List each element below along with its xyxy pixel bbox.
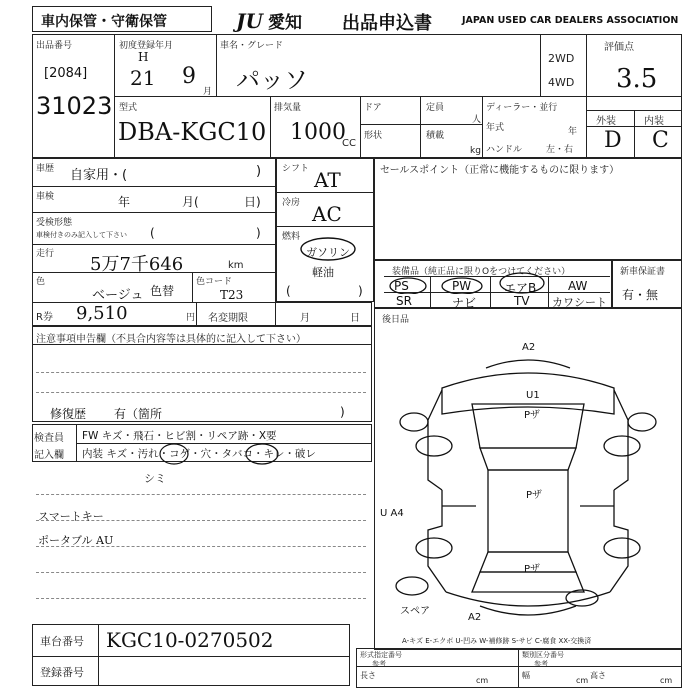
chassis-label: 車台番号 xyxy=(40,635,84,648)
registration-year: 21 xyxy=(130,66,156,90)
ac-value: AC xyxy=(312,202,342,226)
handle-value: 左・右 xyxy=(546,145,574,155)
equipment-circles xyxy=(384,268,554,294)
equipment-label: 装備品（純正品に限りOをつけてください） xyxy=(392,267,571,277)
mileage-value: 5万7千646 xyxy=(90,254,184,275)
recycle-value: 9,510 xyxy=(76,303,128,324)
receive-note: 車検付きのみ記入して下さい xyxy=(36,231,127,239)
color-code: T23 xyxy=(220,288,244,302)
car-diagram xyxy=(376,330,680,630)
repair-label: 修復歴 xyxy=(50,407,87,421)
exterior-grade: D xyxy=(604,128,622,153)
name-change-label: 名変期限 xyxy=(208,313,248,324)
cc-unit: CC xyxy=(342,138,356,149)
entry-label: 記入欄 xyxy=(34,450,64,461)
registration-number-label: 登録番号 xyxy=(40,666,84,679)
storage-note-box xyxy=(32,6,212,32)
mark-left-side: U A4 xyxy=(380,508,404,519)
model-label: 型式 xyxy=(119,103,138,113)
year-unit: 年 xyxy=(568,127,578,137)
equipment-item-leather-seat: カワシート xyxy=(552,296,607,309)
fuel-light-oil: 軽油 xyxy=(312,266,334,279)
circle-airbag xyxy=(500,273,544,293)
association-name: JAPAN USED CAR DEALERS ASSOCIATION xyxy=(462,15,679,26)
equipment-item-navi: ナビ xyxy=(452,296,477,310)
fuel-circle-mark xyxy=(298,236,358,262)
front-bumper xyxy=(486,360,570,368)
history-close: ) xyxy=(256,164,262,179)
receive-paren: ( xyxy=(150,226,155,240)
history-label: 車歴 xyxy=(36,164,55,174)
receive-label: 受検形態 xyxy=(36,218,73,228)
logo-name: 愛知 xyxy=(268,13,302,33)
door-label: ドア xyxy=(364,103,382,113)
shift-value: AT xyxy=(314,168,341,192)
selling-points-label: セールスポイント（正常に機能するものに限ります） xyxy=(380,165,620,176)
equipment-item-airbag: エアB xyxy=(504,281,537,295)
lot-number-label: 出品番号 xyxy=(36,41,73,51)
dimensions-frame xyxy=(356,648,682,688)
right-front-fender xyxy=(614,390,628,490)
circle-burn xyxy=(246,444,278,464)
width-label: 幅 xyxy=(522,671,530,680)
repair-close: ) xyxy=(340,405,345,419)
form-title: 出品申込書 xyxy=(342,13,432,34)
rear-outline xyxy=(446,592,610,606)
left-mirror xyxy=(400,413,428,431)
recycle-label: R券 xyxy=(36,312,53,323)
fuel-gasoline: ガソリン xyxy=(306,246,350,259)
mark-trunk-paint: Pザ xyxy=(524,564,541,575)
left-front-fender xyxy=(428,390,442,490)
storage-note: 車内保管・守衛保管 xyxy=(41,14,167,30)
spare-label: スペア xyxy=(400,606,430,617)
shaken-day: 日) xyxy=(244,195,261,209)
category-ref-label: 参考 xyxy=(534,660,548,668)
drive-2wd: 2WD xyxy=(548,52,575,65)
person-unit: 人 xyxy=(472,115,482,125)
drive-4wd: 4WD xyxy=(548,76,575,89)
right-side xyxy=(610,490,628,592)
trunk xyxy=(472,572,584,592)
ac-label: 冷房 xyxy=(282,198,301,208)
shift-label: シフト xyxy=(282,164,310,174)
name-change-month: 月 xyxy=(300,313,310,324)
car-name: パッソ xyxy=(236,66,308,94)
chassis-value: KGC10-0270502 xyxy=(106,628,274,652)
registration-era: H xyxy=(138,50,149,64)
fuel-paren: ( xyxy=(286,284,291,298)
inspector-label: 検査員 xyxy=(34,433,64,444)
equipment-item-pw: PW xyxy=(452,279,472,293)
lot-number: 31023 xyxy=(36,92,113,120)
width-unit: cm xyxy=(576,676,589,685)
mark-rear-bumper: A2 xyxy=(468,612,482,623)
yen-unit: 円 xyxy=(186,313,196,323)
left-side xyxy=(428,490,446,592)
fuel-close: ) xyxy=(358,284,363,298)
name-change-day: 日 xyxy=(350,313,360,324)
equipment-item-tv: TV xyxy=(514,294,530,308)
category-label: 類別区分番号 xyxy=(522,651,564,659)
color-label: 色 xyxy=(36,277,46,287)
interior-label: 内装 xyxy=(644,116,664,127)
displacement-label: 排気量 xyxy=(274,103,302,113)
exterior-label: 外装 xyxy=(596,116,616,127)
handwritten-portable-au: ポータブル AU xyxy=(38,534,114,547)
month-unit: 月 xyxy=(203,87,213,97)
equipment-item-sr: SR xyxy=(396,294,412,308)
warranty-value: 有・無 xyxy=(622,288,659,302)
roof xyxy=(488,470,568,552)
warranty-label: 新車保証書 xyxy=(620,267,666,277)
fuel-circle xyxy=(301,238,355,260)
notes-label: 注意事項申告欄（不具合内容等は具体的に記入して下さい） xyxy=(36,334,306,345)
km-unit: km xyxy=(228,260,244,271)
type-ref-label: 参考 xyxy=(372,660,386,668)
length-label: 長さ xyxy=(360,671,376,680)
model-code: DBA-KGC10 xyxy=(118,118,267,146)
color-change-label: 色替 xyxy=(150,284,175,298)
length-unit: cm xyxy=(476,676,489,685)
logo-mark: JU xyxy=(236,9,263,33)
left-front-wheel xyxy=(416,436,452,456)
mark-front-bumper: A2 xyxy=(522,342,536,353)
load-label: 積載 xyxy=(426,131,445,141)
fuel-label: 燃料 xyxy=(282,232,301,242)
equipment-item-ps: PS xyxy=(394,279,409,293)
history-value: 自家用・( xyxy=(70,168,128,183)
repair-value: 有（箇所 xyxy=(114,407,163,421)
circle-ps xyxy=(390,278,426,294)
color-code-label: 色コード xyxy=(196,277,233,287)
windshield xyxy=(480,448,576,470)
mark-hood-paint: Pザ xyxy=(524,410,541,421)
inspector-row-1: FW キズ・飛石・ヒビ割・リペア跡・X要 xyxy=(82,430,277,442)
diagram-label: 後日品 xyxy=(382,315,410,325)
type-designation-label: 形式指定番号 xyxy=(360,651,402,659)
left-rear-wheel xyxy=(416,538,452,558)
capacity-label: 定員 xyxy=(426,103,445,113)
association-logo xyxy=(236,8,302,33)
shaken-year: 年 xyxy=(118,195,131,209)
dealer-label: ディーラー・並行 xyxy=(486,103,558,113)
right-front-wheel xyxy=(604,436,640,456)
handwritten-smart-key: スマートキー xyxy=(38,510,104,523)
mark-hood-dent: U1 xyxy=(526,390,540,401)
interior-grade: C xyxy=(652,128,669,153)
model-year-label: 年式 xyxy=(486,123,505,133)
kg-unit: kg xyxy=(470,146,481,156)
shaken-label: 車検 xyxy=(36,192,55,202)
handwritten-stain: シミ xyxy=(144,472,166,485)
receive-close: ) xyxy=(256,226,261,240)
height-unit: cm xyxy=(660,676,673,685)
car-name-label: 車名・グレード xyxy=(220,41,284,51)
score-value: 3.5 xyxy=(616,64,658,94)
height-label: 高さ xyxy=(590,671,606,680)
shaken-month: 月( xyxy=(182,195,199,209)
right-mirror xyxy=(628,413,656,431)
registration-month: 9 xyxy=(182,64,196,89)
rear-bumper xyxy=(480,606,576,615)
mark-roof-paint: Pザ xyxy=(526,490,543,501)
inspector-circles xyxy=(150,440,290,470)
displacement-value: 1000 xyxy=(290,120,346,145)
registration-date-label: 初度登録年月 xyxy=(119,41,174,51)
score-label: 評価点 xyxy=(604,42,634,53)
inspector-row-2: 内装 キズ・汚れ・コゲ・穴・タバコ・キレ・破レ xyxy=(82,448,316,460)
shape-label: 形状 xyxy=(364,131,383,141)
mileage-label: 走行 xyxy=(36,249,55,259)
color-value: ベージュ xyxy=(92,288,144,303)
right-rear-wheel xyxy=(604,538,640,558)
lot-sub-number: [2084] xyxy=(44,66,88,81)
spare-tire xyxy=(396,577,428,595)
handle-label: ハンドル xyxy=(486,145,523,155)
circle-stain xyxy=(160,444,188,464)
damage-legend: A-キズ E-エクボ U-凹み W-補修跡 S-サビ C-腐食 XX-交換済 xyxy=(402,637,592,645)
equipment-item-aw: AW xyxy=(568,279,588,293)
circle-pw xyxy=(442,278,482,294)
